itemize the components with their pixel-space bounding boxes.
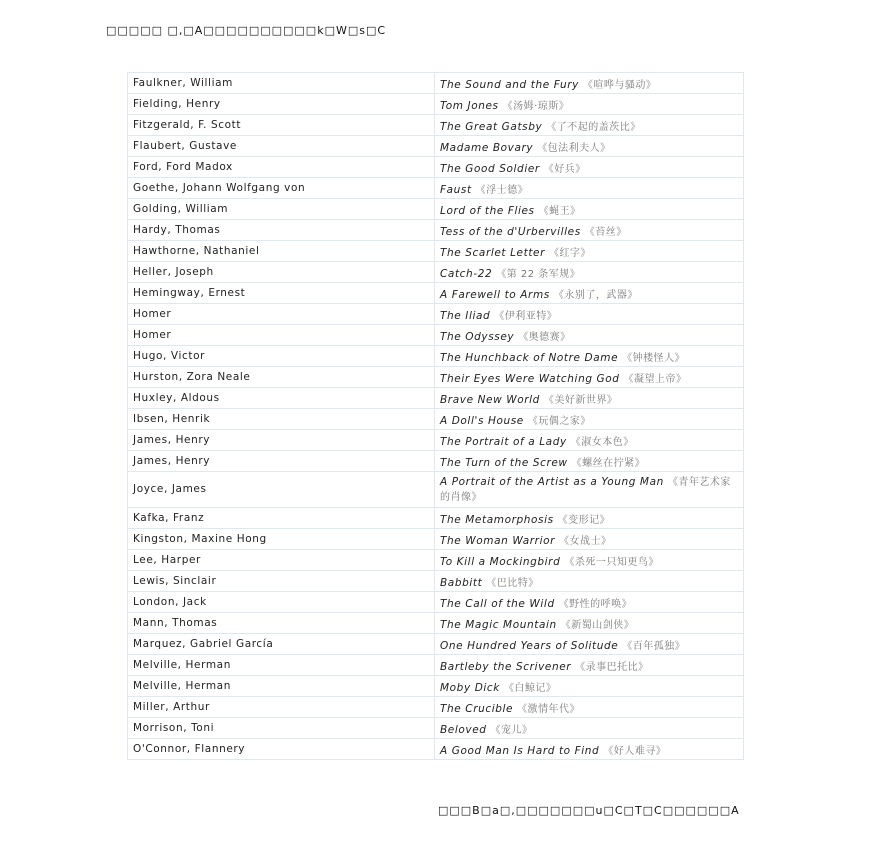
- books-table: [127, 72, 744, 760]
- title-chinese: 《玩偶之家》: [527, 415, 591, 427]
- table-row: [128, 409, 744, 430]
- title-chinese: 《美好新世界》: [543, 394, 618, 406]
- author-cell: Kingston, Maxine Hong: [128, 529, 435, 550]
- table-row: [128, 136, 744, 157]
- title-chinese: 《宠儿》: [490, 724, 533, 736]
- title-english: The Crucible: [440, 702, 514, 715]
- author-cell: Heller, Joseph: [128, 262, 435, 283]
- title-cell: [435, 697, 744, 718]
- title-chinese: 《包法利夫人》: [537, 142, 611, 154]
- title-cell: [435, 199, 744, 220]
- author-cell: Huxley, Aldous: [128, 388, 435, 409]
- title-english: The Odyssey: [440, 330, 515, 343]
- author-cell: Golding, William: [128, 199, 435, 220]
- title-english: Faust: [440, 183, 472, 196]
- table-row: [128, 115, 744, 136]
- title-english: The Good Soldier: [440, 162, 540, 175]
- title-chinese: 《女战士》: [559, 535, 612, 547]
- title-english: The Magic Mountain: [440, 618, 557, 631]
- table-row: [128, 367, 744, 388]
- author-cell: Hugo, Victor: [128, 346, 435, 367]
- title-chinese: 《杀死一只知更鸟》: [564, 556, 659, 568]
- author-cell: Homer: [128, 325, 435, 346]
- title-english: The Call of the Wild: [440, 597, 555, 610]
- title-english: Bartleby the Scrivener: [440, 660, 572, 673]
- title-english: The Scarlet Letter: [440, 246, 546, 259]
- title-chinese: 《巴比特》: [486, 577, 539, 589]
- table-row: [128, 430, 744, 451]
- author-cell: Hardy, Thomas: [128, 220, 435, 241]
- title-cell: [435, 178, 744, 199]
- table-row: [128, 508, 744, 529]
- title-chinese: 《变形记》: [557, 514, 611, 526]
- title-english: Catch-22: [440, 267, 493, 280]
- title-english: The Portrait of a Lady: [440, 435, 567, 448]
- title-cell: [435, 430, 744, 451]
- author-cell: Ford, Ford Madox: [128, 157, 435, 178]
- books-table-body: [128, 73, 744, 760]
- title-english: The Metamorphosis: [440, 513, 554, 526]
- title-chinese: 《好兵》: [543, 163, 586, 175]
- title-english: Brave New World: [440, 393, 540, 406]
- title-cell: [435, 94, 744, 115]
- author-cell: Lewis, Sinclair: [128, 571, 435, 592]
- title-cell: [435, 550, 744, 571]
- title-english: Beloved: [440, 723, 487, 736]
- title-english: To Kill a Mockingbird: [440, 555, 561, 568]
- author-cell: Joyce, James: [128, 472, 435, 508]
- header-text: □□□□□ □,□A□□□□□□□□□□k□W□s□C: [106, 24, 387, 37]
- title-english: Tess of the d'Urbervilles: [440, 225, 581, 238]
- title-chinese: 《浮士德》: [475, 184, 529, 196]
- title-cell: [435, 304, 744, 325]
- title-english: Babbitt: [440, 576, 483, 589]
- title-english: A Farewell to Arms: [440, 288, 550, 301]
- table-row: [128, 592, 744, 613]
- title-cell: [435, 529, 744, 550]
- title-english: A Doll's House: [440, 414, 524, 427]
- title-english: The Turn of the Screw: [440, 456, 568, 469]
- title-cell: [435, 676, 744, 697]
- title-chinese: 《奥德赛》: [518, 331, 571, 343]
- table-row: [128, 634, 744, 655]
- author-cell: Hawthorne, Nathaniel: [128, 241, 435, 262]
- table-row: [128, 739, 744, 760]
- table-row: [128, 676, 744, 697]
- title-chinese: 《新蜀山剑侠》: [560, 619, 635, 631]
- title-chinese: 《百年孤独》: [622, 640, 686, 652]
- title-cell: [435, 283, 744, 304]
- author-cell: Melville, Herman: [128, 676, 435, 697]
- table-row: [128, 472, 744, 508]
- author-cell: Marquez, Gabriel García: [128, 634, 435, 655]
- table-row: [128, 571, 744, 592]
- author-cell: Faulkner, William: [128, 73, 435, 94]
- table-row: [128, 451, 744, 472]
- title-english: The Great Gatsby: [440, 120, 543, 133]
- author-cell: Fielding, Henry: [128, 94, 435, 115]
- title-cell: [435, 592, 744, 613]
- author-cell: James, Henry: [128, 430, 435, 451]
- title-chinese: 《凝望上帝》: [623, 373, 687, 385]
- title-english: Tom Jones: [440, 99, 499, 112]
- table-row: [128, 346, 744, 367]
- author-cell: Mann, Thomas: [128, 613, 435, 634]
- title-cell: [435, 508, 744, 529]
- table-row: [128, 388, 744, 409]
- author-cell: Melville, Herman: [128, 655, 435, 676]
- title-cell: [435, 571, 744, 592]
- title-cell: [435, 73, 744, 94]
- table-row: [128, 73, 744, 94]
- title-chinese: 《第 22 条军规》: [496, 268, 581, 280]
- title-cell: [435, 388, 744, 409]
- title-english: The Woman Warrior: [440, 534, 556, 547]
- title-chinese: 《野性的呼唤》: [558, 598, 633, 610]
- author-cell: Hurston, Zora Neale: [128, 367, 435, 388]
- title-cell: [435, 325, 744, 346]
- title-english: Lord of the Flies: [440, 204, 535, 217]
- table-row: [128, 718, 744, 739]
- title-english: The Sound and the Fury: [440, 78, 579, 91]
- table-row: [128, 550, 744, 571]
- title-cell: [435, 613, 744, 634]
- title-chinese: 《录事巴托比》: [575, 661, 649, 673]
- table-row: [128, 697, 744, 718]
- title-cell: [435, 367, 744, 388]
- title-chinese: 《蝇王》: [538, 205, 581, 217]
- title-cell: [435, 634, 744, 655]
- title-english: One Hundred Years of Solitude: [440, 639, 619, 652]
- table-row: [128, 529, 744, 550]
- title-chinese: 《红字》: [548, 247, 591, 259]
- author-cell: Lee, Harper: [128, 550, 435, 571]
- table-row: [128, 94, 744, 115]
- title-english: A Good Man Is Hard to Find: [440, 744, 600, 757]
- author-cell: Goethe, Johann Wolfgang von: [128, 178, 435, 199]
- title-chinese: 《伊利亚特》: [494, 310, 558, 322]
- table-row: [128, 283, 744, 304]
- table-row: [128, 655, 744, 676]
- title-cell: [435, 136, 744, 157]
- author-cell: James, Henry: [128, 451, 435, 472]
- table-row: [128, 178, 744, 199]
- author-cell: O'Connor, Flannery: [128, 739, 435, 760]
- title-english: The Hunchback of Notre Dame: [440, 351, 619, 364]
- author-cell: Homer: [128, 304, 435, 325]
- title-chinese: 《喧哗与骚动》: [582, 79, 657, 91]
- title-chinese: 《钟楼怪人》: [622, 352, 686, 364]
- table-row: [128, 262, 744, 283]
- author-cell: Miller, Arthur: [128, 697, 435, 718]
- title-cell: [435, 655, 744, 676]
- author-cell: Morrison, Toni: [128, 718, 435, 739]
- title-cell: [435, 718, 744, 739]
- title-chinese: 《汤姆·琼斯》: [502, 100, 570, 112]
- title-chinese: 《永别了，武器》: [553, 289, 638, 301]
- title-english: Madame Bovary: [440, 141, 534, 154]
- table-row: [128, 613, 744, 634]
- title-english: Moby Dick: [440, 681, 500, 694]
- title-chinese: 《青年艺术家的肖像》: [440, 476, 731, 503]
- title-cell: [435, 262, 744, 283]
- title-cell: [435, 409, 744, 430]
- author-cell: Kafka, Franz: [128, 508, 435, 529]
- title-cell: [435, 346, 744, 367]
- author-cell: London, Jack: [128, 592, 435, 613]
- author-cell: Hemingway, Ernest: [128, 283, 435, 304]
- title-chinese: 《淑女本色》: [570, 436, 634, 448]
- title-english: The Iliad: [440, 309, 491, 322]
- table-row: [128, 220, 744, 241]
- title-cell: [435, 115, 744, 136]
- title-chinese: 《白鲸记》: [503, 682, 557, 694]
- title-chinese: 《好人难寻》: [603, 745, 667, 757]
- title-chinese: 《了不起的盖茨比》: [546, 121, 641, 133]
- author-cell: Flaubert, Gustave: [128, 136, 435, 157]
- title-cell: [435, 157, 744, 178]
- title-chinese: 《螺丝在拧紧》: [571, 457, 646, 469]
- title-cell: [435, 451, 744, 472]
- title-chinese: 《激情年代》: [517, 703, 581, 715]
- table-row: [128, 157, 744, 178]
- author-cell: Ibsen, Henrik: [128, 409, 435, 430]
- title-cell: [435, 739, 744, 760]
- table-row: [128, 199, 744, 220]
- title-cell: [435, 220, 744, 241]
- table-row: [128, 325, 744, 346]
- title-cell: [435, 472, 744, 508]
- title-english: A Portrait of the Artist as a Young Man: [440, 475, 664, 488]
- table-row: [128, 241, 744, 262]
- author-cell: Fitzgerald, F. Scott: [128, 115, 435, 136]
- title-english: Their Eyes Were Watching God: [440, 372, 620, 385]
- title-cell: [435, 241, 744, 262]
- title-chinese: 《苔丝》: [584, 226, 627, 238]
- footer-text: □□□B□a□,□□□□□□□u□C□T□C□□□□□□A: [438, 804, 740, 817]
- table-row: [128, 304, 744, 325]
